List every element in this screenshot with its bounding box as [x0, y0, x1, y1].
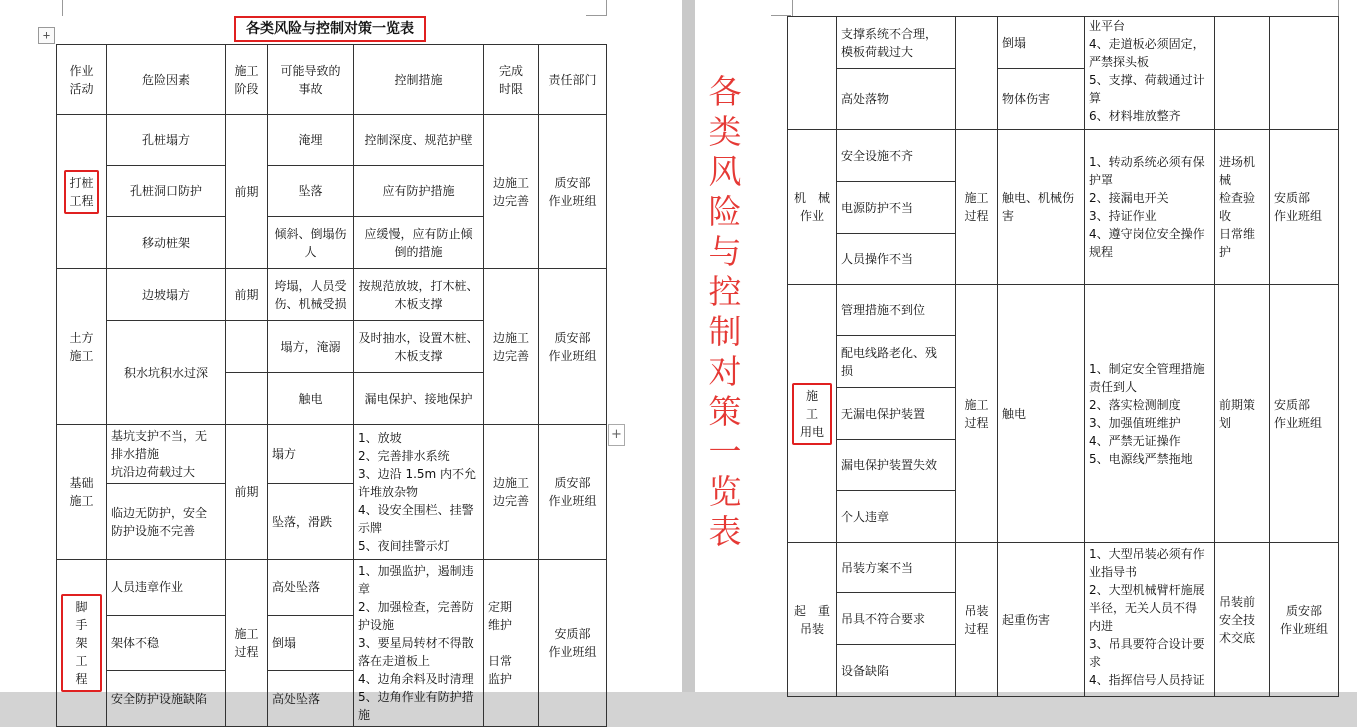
- hazard-cell: 无漏电保护装置: [837, 388, 956, 440]
- table-row: [57, 560, 607, 616]
- activity-cell: [788, 285, 837, 543]
- deadline-cell: 进场机 械 检查验 收 日常维 护: [1215, 130, 1270, 285]
- measure-cell: 应有防护措施: [354, 166, 484, 217]
- measure-cell: 1、加强监护，遏制违 章 2、加强检查，完善防 护设施 3、要星局转材不得散 落在走道板上 4、边角余料及时清理 5、边角作业有防护措施: [354, 560, 484, 727]
- table-row: [57, 115, 607, 166]
- side-title: 各类风险与控制对策一览表: [708, 72, 742, 551]
- stage-cell: [956, 17, 998, 130]
- deadline-cell: 前期策 划: [1215, 285, 1270, 543]
- hazard-cell: 安全设施不齐: [837, 130, 956, 182]
- measure-cell: 及时抽水，设置木桩、 木板支撑: [354, 321, 484, 373]
- table-move-handle-icon[interactable]: +: [38, 27, 55, 44]
- hazard-cell: 设备缺陷: [837, 645, 956, 697]
- hazard-cell: 移动桩架: [107, 217, 226, 269]
- dept-cell: 质安部 作业班组: [1270, 543, 1339, 697]
- accident-cell: 塌方: [268, 425, 354, 484]
- page-corner-mark: [62, 0, 63, 16]
- table-row: [788, 543, 1339, 593]
- measure-cell: 按规范放坡，打木桩、 木板支撑: [354, 269, 484, 321]
- table-row: [57, 425, 607, 484]
- document-page-right: [695, 0, 1357, 692]
- highlighted-activity: 施 工 用电: [792, 383, 832, 445]
- risk-table-left: [56, 44, 607, 727]
- accident-cell: 高处坠落: [268, 560, 354, 616]
- stage-cell: 吊装 过程: [956, 543, 998, 697]
- accident-cell: 坠落: [268, 166, 354, 217]
- highlighted-activity: 脚 手 架 工 程: [61, 594, 102, 692]
- header-measure: 控制措施: [354, 45, 484, 115]
- measure-cell: 1、放坡 2、完善排水系统 3、边沿 1.5m 内不允 许堆放杂物 4、设安全围栏、挂警 示牌 5、夜间挂警示灯: [354, 425, 484, 560]
- activity-cell: 起 重 吊装: [788, 543, 837, 697]
- accident-cell: 淹埋: [268, 115, 354, 166]
- header-deadline: 完成 时限: [484, 45, 539, 115]
- measure-cell: 1、转动系统必须有保 护罩 2、接漏电开关 3、持证作业 4、遵守岗位安全操作 规程: [1085, 130, 1215, 285]
- risk-table-right: [787, 16, 1339, 697]
- accident-cell: 触电、机械伤 害: [998, 130, 1085, 285]
- hazard-cell: 积水坑积水过深: [107, 321, 226, 425]
- hazard-cell: 电源防护不当: [837, 182, 956, 234]
- dept-cell: 安质部 作业班组: [1270, 285, 1339, 543]
- table-row: [788, 285, 1339, 336]
- measure-cell: 业平台 4、走道板必须固定， 严禁探头板 5、支撑、荷载通过计 算 6、材料堆放整齐: [1085, 17, 1215, 130]
- page-corner-mark: [586, 15, 606, 16]
- activity-cell: [57, 560, 107, 727]
- accident-cell: 物体伤害: [998, 69, 1085, 130]
- hazard-cell: 吊具不符合要求: [837, 593, 956, 645]
- page-corner-mark: [1338, 0, 1339, 16]
- highlighted-activity: 打桩 工程: [64, 170, 98, 214]
- hazard-cell: 孔桩洞口防护: [107, 166, 226, 217]
- header-hazard: 危险因素: [107, 45, 226, 115]
- activity-cell: [57, 115, 107, 269]
- stage-cell: 前期: [226, 115, 268, 269]
- accident-cell: 倒塌: [268, 615, 354, 671]
- dept-cell: 质安部 作业班组: [539, 269, 607, 425]
- accident-cell: 倾斜、倒塌伤 人: [268, 217, 354, 269]
- deadline-cell: 边施工 边完善: [484, 269, 539, 425]
- header-dept: 责任部门: [539, 45, 607, 115]
- add-row-icon[interactable]: +: [608, 424, 625, 446]
- hazard-cell: 边坡塌方: [107, 269, 226, 321]
- document-title: 各类风险与控制对策一览表: [234, 16, 426, 42]
- dept-cell: 安质部 作业班组: [1270, 130, 1339, 285]
- document-page-left: [0, 0, 682, 722]
- dept-cell: 安质部 作业班组: [539, 560, 607, 727]
- page-corner-mark: [606, 0, 607, 16]
- page-gap: [682, 0, 695, 692]
- stage-cell: [226, 321, 268, 373]
- table-header-row: [57, 45, 607, 115]
- dept-cell: [1270, 17, 1339, 130]
- accident-cell: 起重伤害: [998, 543, 1085, 697]
- measure-cell: 1、制定安全管理措施 责任到人 2、落实检测制度 3、加强值班维护 4、严禁无证操作 5、电源线严禁拖地: [1085, 285, 1215, 543]
- measure-cell: 应缓慢，应有防止倾 倒的措施: [354, 217, 484, 269]
- header-accident: 可能导致的 事故: [268, 45, 354, 115]
- deadline-cell: [1215, 17, 1270, 130]
- hazard-cell: 人员操作不当: [837, 234, 956, 285]
- stage-cell: 施工 过程: [956, 130, 998, 285]
- deadline-cell: 吊装前 安全技 术交底: [1215, 543, 1270, 697]
- activity-cell: 机 械 作业: [788, 130, 837, 285]
- measure-cell: 控制深度、规范护壁: [354, 115, 484, 166]
- hazard-cell: 人员违章作业: [107, 560, 226, 616]
- hazard-cell: 孔桩塌方: [107, 115, 226, 166]
- header-activity: 作业 活动: [57, 45, 107, 115]
- hazard-cell: 安全防护设施缺陷: [107, 671, 226, 727]
- deadline-cell: 边施工 边完善: [484, 115, 539, 269]
- stage-cell: 前期: [226, 425, 268, 560]
- hazard-cell: 基坑支护不当，无 排水措施 坑沿边荷载过大: [107, 425, 226, 484]
- accident-cell: 塌方，淹溺: [268, 321, 354, 373]
- table-row: [788, 130, 1339, 182]
- accident-cell: 倒塌: [998, 17, 1085, 69]
- measure-cell: 1、大型吊装必须有作 业指导书 2、大型机械臂杆施展 半径，无关人员不得 内进 3、吊具要符合设计要 求 4、指挥信号人员持证: [1085, 543, 1215, 697]
- activity-cell: 土方 施工: [57, 269, 107, 425]
- hazard-cell: 配电线路老化、残 损: [837, 336, 956, 388]
- accident-cell: 坠落，滑跌: [268, 484, 354, 560]
- hazard-cell: 管理措施不到位: [837, 285, 956, 336]
- hazard-cell: 临边无防护，安全 防护设施不完善: [107, 484, 226, 560]
- stage-cell: 施工 过程: [226, 560, 268, 727]
- hazard-cell: 架体不稳: [107, 615, 226, 671]
- deadline-cell: 定期 维护 日常 监护: [484, 560, 539, 727]
- stage-cell: 前期: [226, 269, 268, 321]
- table-row: [57, 269, 607, 321]
- hazard-cell: 吊装方案不当: [837, 543, 956, 593]
- accident-cell: 触电: [998, 285, 1085, 543]
- measure-cell: 漏电保护、接地保护: [354, 373, 484, 425]
- accident-cell: 垮塌，人员受 伤、机械受损: [268, 269, 354, 321]
- hazard-cell: 个人违章: [837, 491, 956, 543]
- header-stage: 施工 阶段: [226, 45, 268, 115]
- accident-cell: 高处坠落: [268, 671, 354, 727]
- hazard-cell: 高处落物: [837, 69, 956, 130]
- activity-cell: 基础 施工: [57, 425, 107, 560]
- table-row: [788, 17, 1339, 69]
- page-corner-mark: [792, 0, 793, 16]
- accident-cell: 触电: [268, 373, 354, 425]
- stage-cell: [226, 373, 268, 425]
- dept-cell: 质安部 作业班组: [539, 425, 607, 560]
- activity-cell: [788, 17, 837, 130]
- deadline-cell: 边施工 边完善: [484, 425, 539, 560]
- hazard-cell: 支撑系统不合理， 模板荷载过大: [837, 17, 956, 69]
- dept-cell: 质安部 作业班组: [539, 115, 607, 269]
- hazard-cell: 漏电保护装置失效: [837, 440, 956, 491]
- stage-cell: 施工 过程: [956, 285, 998, 543]
